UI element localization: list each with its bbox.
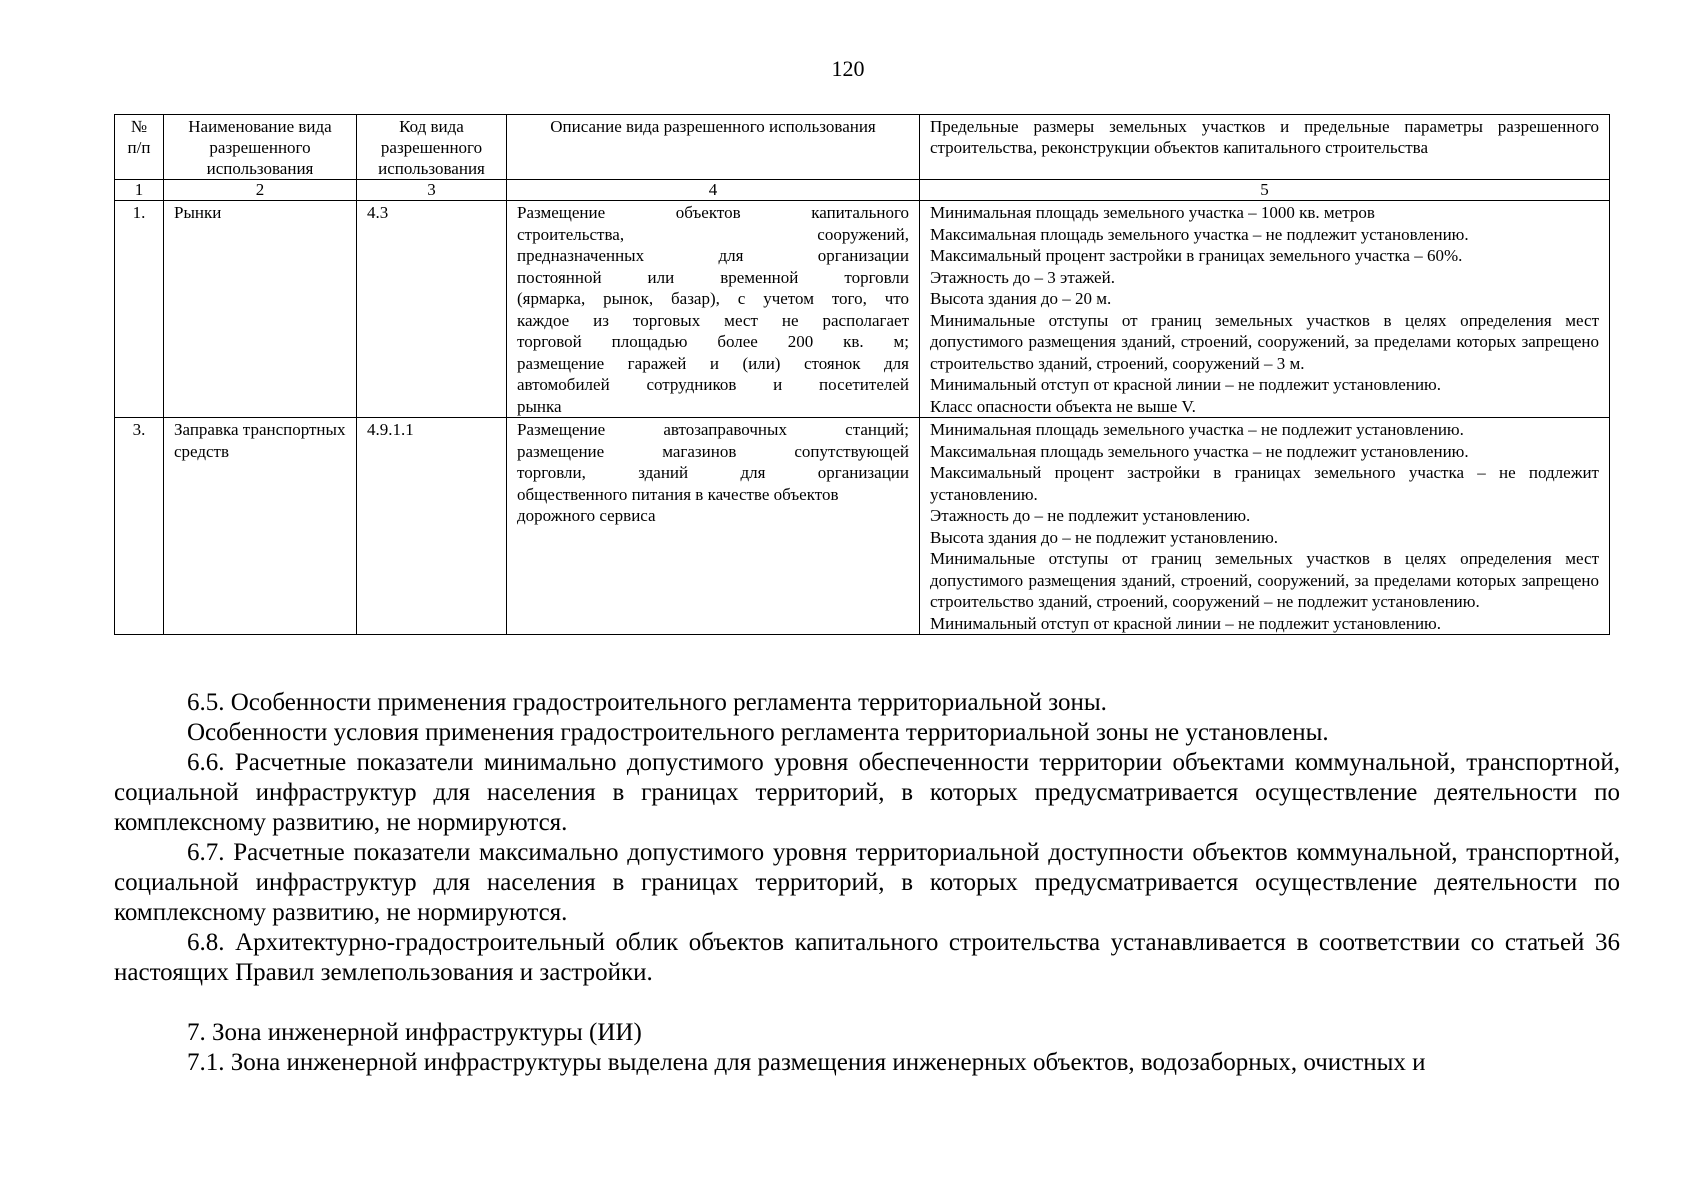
description-line: общественного питания в качестве объектов bbox=[517, 484, 839, 504]
land-use-table bbox=[114, 114, 1610, 635]
row-number: 3. bbox=[115, 418, 164, 635]
parameter-line: Класс опасности объекта не выше V. bbox=[930, 396, 1196, 416]
paragraph-6-5: 6.5. Особенности применения градостроительного регламента территориальной зоны. bbox=[187, 689, 1107, 716]
page-number: 120 bbox=[831, 56, 865, 81]
use-parameters bbox=[920, 201, 1610, 418]
description-line: торговой площадью более 200 кв. м; bbox=[517, 332, 909, 351]
use-parameters bbox=[920, 418, 1610, 635]
paragraph-7-1: 7.1. Зона инженерной инфраструктуры выделена для размещения инженерных объектов, водозаборных, очистных и bbox=[187, 1049, 1426, 1076]
parameter-line: Минимальная площадь земельного участка – не подлежит установлению. bbox=[930, 420, 1464, 439]
description-line: Размещение автозаправочных станций; bbox=[517, 420, 909, 439]
use-name: Заправка транспортных средств bbox=[164, 418, 357, 635]
description-line: Размещение объектов капитального bbox=[517, 203, 909, 222]
use-description bbox=[507, 418, 920, 635]
parameter-line: Максимальный процент застройки в границах земельного участка – не подлежит установлению. bbox=[930, 463, 1599, 504]
section-7-heading: 7. Зона инженерной инфраструктуры (ИИ) bbox=[187, 1019, 642, 1046]
table-row bbox=[115, 201, 1610, 418]
header-use-description: Описание вида разрешенного использования bbox=[507, 115, 920, 180]
use-code: 4.9.1.1 bbox=[357, 418, 507, 635]
parameter-line: Этажность до – 3 этажей. bbox=[930, 267, 1115, 287]
parameter-line: Максимальная площадь земельного участка – не подлежит установлению. bbox=[930, 441, 1469, 461]
description-line: строительства, сооружений, bbox=[517, 224, 909, 244]
description-line: размещение гаражей и (или) стоянок для bbox=[517, 353, 909, 373]
table-row bbox=[115, 418, 1610, 635]
row-number: 1. bbox=[115, 201, 164, 418]
description-line: дорожного сервиса bbox=[517, 506, 656, 525]
header-use-code: Код вида разрешенного использования bbox=[357, 115, 507, 180]
parameter-line: Минимальная площадь земельного участка – 1000 кв. метров bbox=[930, 203, 1375, 222]
column-number: 4 bbox=[507, 180, 920, 201]
use-name: Рынки bbox=[164, 201, 357, 418]
parameter-line: Минимальные отступы от границ земельных участков в целях определения мест допустимого размещения зданий, строений, сооружений, за пределами которых запрещено строительство зданий, строений, сооружений – не подлежит установлению. bbox=[930, 549, 1599, 611]
header-number: № п/п bbox=[115, 115, 164, 180]
description-line: (ярмарка, рынок, базар), с учетом того, что bbox=[517, 289, 909, 308]
parameter-line: Минимальный отступ от красной линии – не подлежит установлению. bbox=[930, 613, 1441, 633]
paragraph-6-6: 6.6. Расчетные показатели минимально допустимого уровня обеспеченности территории объектами коммунальной, транспортной, социальной инфраструктур для населения в границах территорий, в которых предусматривается осуществление деятельности по комплексному развитию, не нормируются. bbox=[114, 749, 1620, 836]
description-line: автомобилей сотрудников и посетителей bbox=[517, 375, 909, 394]
description-line: торговли, зданий для организации bbox=[517, 463, 909, 482]
description-line: предназначенных для организации bbox=[517, 246, 909, 265]
parameter-line: Минимальные отступы от границ земельных участков в целях определения мест допустимого размещения зданий, строений, сооружений, за пределами которых запрещено строительство зданий, строений, сооружений – 3 м. bbox=[930, 310, 1599, 373]
paragraph-6-5-text: Особенности условия применения градостроительного регламента территориальной зоны не установлены. bbox=[187, 719, 1329, 746]
description-line: рынка bbox=[517, 396, 562, 416]
paragraph-6-7: 6.7. Расчетные показатели максимально допустимого уровня территориальной доступности объектов коммунальной, транспортной, социальной инфраструктур для населения в границах территорий, в которых предусматривается осуществление деятельности по комплексному развитию, не нормируются. bbox=[114, 839, 1620, 926]
parameter-line: Максимальный процент застройки в границах земельного участка – 60%. bbox=[930, 246, 1463, 265]
column-number: 3 bbox=[357, 180, 507, 201]
table-header-row bbox=[115, 115, 1610, 180]
column-number: 2 bbox=[164, 180, 357, 201]
parameter-line: Этажность до – не подлежит установлению. bbox=[930, 506, 1251, 525]
column-number: 1 bbox=[115, 180, 164, 201]
body-text bbox=[114, 688, 1620, 1078]
paragraph-6-8: 6.8. Архитектурно-градостроительный облик объектов капитального строительства устанавливается в соответствии со статьей 36 настоящих Правил землепользования и застройки. bbox=[114, 929, 1620, 986]
header-use-name: Наименование вида разрешенного использования bbox=[164, 115, 357, 180]
column-number-row bbox=[115, 180, 1610, 201]
description-line: постоянной или временной торговли bbox=[517, 267, 909, 287]
parameter-line: Высота здания до – 20 м. bbox=[930, 289, 1112, 308]
parameter-line: Высота здания до – не подлежит установлению. bbox=[930, 527, 1279, 547]
header-parameters: Предельные размеры земельных участков и предельные параметры разрешенного строительства, реконструкции объектов капитального строительства bbox=[920, 115, 1610, 180]
description-line: размещение магазинов сопутствующей bbox=[517, 441, 909, 461]
parameter-line: Максимальная площадь земельного участка – не подлежит установлению. bbox=[930, 224, 1469, 244]
parameter-line: Минимальный отступ от красной линии – не подлежит установлению. bbox=[930, 375, 1441, 394]
use-code: 4.3 bbox=[357, 201, 507, 418]
description-line: каждое из торговых мест не располагает bbox=[517, 310, 909, 330]
column-number: 5 bbox=[920, 180, 1610, 201]
use-description bbox=[507, 201, 920, 418]
